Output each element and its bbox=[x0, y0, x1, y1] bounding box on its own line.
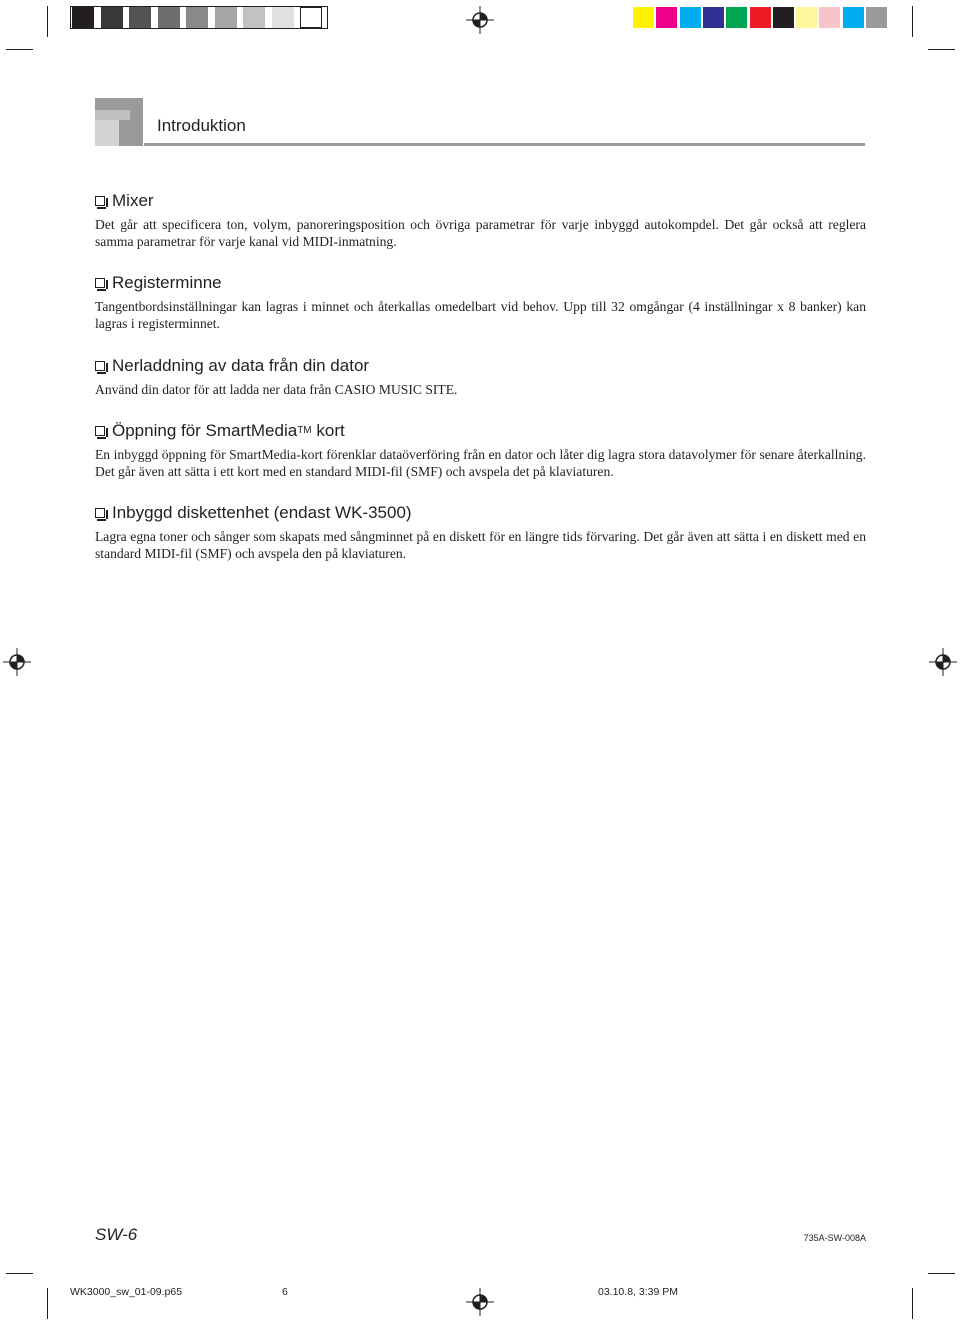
crop-mark-bottom-left-v bbox=[47, 1288, 48, 1319]
section-body: Använd din dator för att ladda ner data från CASIO MUSIC SITE. bbox=[95, 382, 458, 397]
crop-mark-top-left-h bbox=[6, 49, 33, 50]
page-title: Introduktion bbox=[157, 116, 246, 135]
crop-mark-bottom-left-h bbox=[6, 1273, 33, 1274]
section-title: Inbyggd diskettenhet (endast WK-3500) bbox=[112, 503, 412, 522]
section-mixer bbox=[95, 190, 866, 250]
color-swatch bbox=[796, 7, 817, 28]
section-body: En inbyggd öppning för SmartMedia-kort förenklar dataöverföring från en dator och låter dig lagra stora datavolymer för senare återkallning. Det går även att sätta i ett kort med en standard MIDI-fil (SMF) och avspela det på klaviaturen. bbox=[95, 447, 866, 479]
crop-mark-top-left-v bbox=[47, 6, 48, 37]
header-decoration bbox=[95, 98, 143, 146]
section-nerladdning bbox=[95, 355, 866, 398]
gray-swatch bbox=[215, 7, 237, 28]
checkbox-bullet-icon bbox=[95, 508, 105, 518]
color-swatch bbox=[773, 7, 794, 28]
section-body: Tangentbordsinställningar kan lagras i minnet och återkallas omedelbart vid behov. Upp till 32 omgångar (4 inställningar x 8 banker) kan lagras i registerminnet. bbox=[95, 299, 866, 331]
color-swatch bbox=[866, 7, 887, 28]
registration-mark-icon bbox=[929, 648, 957, 676]
section-smartmedia: Öppning för SmartMedia TM kort En inbyggd öppning för SmartMedia-kort förenklar dataöverföring från en dator och låter dig lagra stora datavolymer för senare återkallning. Det går även att sätta i ett kort med en standard MIDI-fil (SMF) och avspela det på klaviaturen. bbox=[95, 421, 866, 479]
gray-swatch bbox=[101, 7, 123, 28]
gray-swatch bbox=[158, 7, 180, 28]
crop-mark-top-right-v bbox=[912, 6, 913, 37]
registration-mark-icon bbox=[466, 1288, 494, 1316]
header-rule bbox=[144, 143, 865, 146]
checkbox-bullet-icon bbox=[95, 361, 105, 371]
document-code: 735A-SW-008A bbox=[803, 1233, 866, 1243]
section-diskettenhet bbox=[95, 502, 866, 562]
registration-mark-icon bbox=[466, 6, 494, 34]
checkbox-bullet-icon bbox=[95, 196, 105, 206]
slug-date: 03.10.8, 3:39 PM bbox=[598, 1286, 678, 1298]
gray-swatch bbox=[129, 7, 151, 28]
section-body: Det går att specificera ton, volym, panoreringsposition och övriga parametrar för varje inbyggd autokompdel. Det går också att reglera samma parametrar för varje kanal vid MIDI-inmatning. bbox=[95, 217, 866, 249]
color-swatch bbox=[656, 7, 677, 28]
gray-swatch bbox=[300, 7, 322, 28]
gray-swatch bbox=[72, 7, 94, 28]
section-title: Öppning för SmartMedia bbox=[112, 421, 298, 440]
section-title-suffix: kort bbox=[311, 421, 345, 440]
gray-swatch bbox=[272, 7, 294, 28]
gray-swatch bbox=[186, 7, 208, 28]
section-registerminne bbox=[95, 272, 866, 332]
color-swatch bbox=[819, 7, 840, 28]
color-swatch bbox=[680, 7, 701, 28]
color-swatch bbox=[726, 7, 747, 28]
registration-mark-icon bbox=[3, 648, 31, 676]
crop-mark-bottom-right-v bbox=[912, 1288, 913, 1319]
slug-page: 6 bbox=[282, 1286, 288, 1298]
color-swatch bbox=[843, 7, 864, 28]
slug-filename: WK3000_sw_01-09.p65 bbox=[70, 1286, 183, 1298]
checkbox-bullet-icon bbox=[95, 426, 105, 436]
page-number: SW-6 bbox=[95, 1225, 138, 1244]
color-swatch bbox=[633, 7, 654, 28]
crop-mark-top-right-h bbox=[928, 49, 955, 50]
checkbox-bullet-icon bbox=[95, 278, 105, 288]
gray-swatch bbox=[243, 7, 265, 28]
crop-mark-bottom-right-h bbox=[928, 1273, 955, 1274]
color-swatch bbox=[703, 7, 724, 28]
section-body: Lagra egna toner och sånger som skapats med sångminnet på en diskett för en längre tids förvaring. Det går även att sätta i en diskett med en standard MIDI-fil (SMF) och avspela den på klaviaturen. bbox=[95, 529, 866, 561]
section-title: Nerladdning av data från din dator bbox=[112, 356, 370, 375]
color-swatch bbox=[750, 7, 771, 28]
section-title: Registerminne bbox=[112, 273, 222, 292]
section-title: Mixer bbox=[112, 191, 154, 210]
